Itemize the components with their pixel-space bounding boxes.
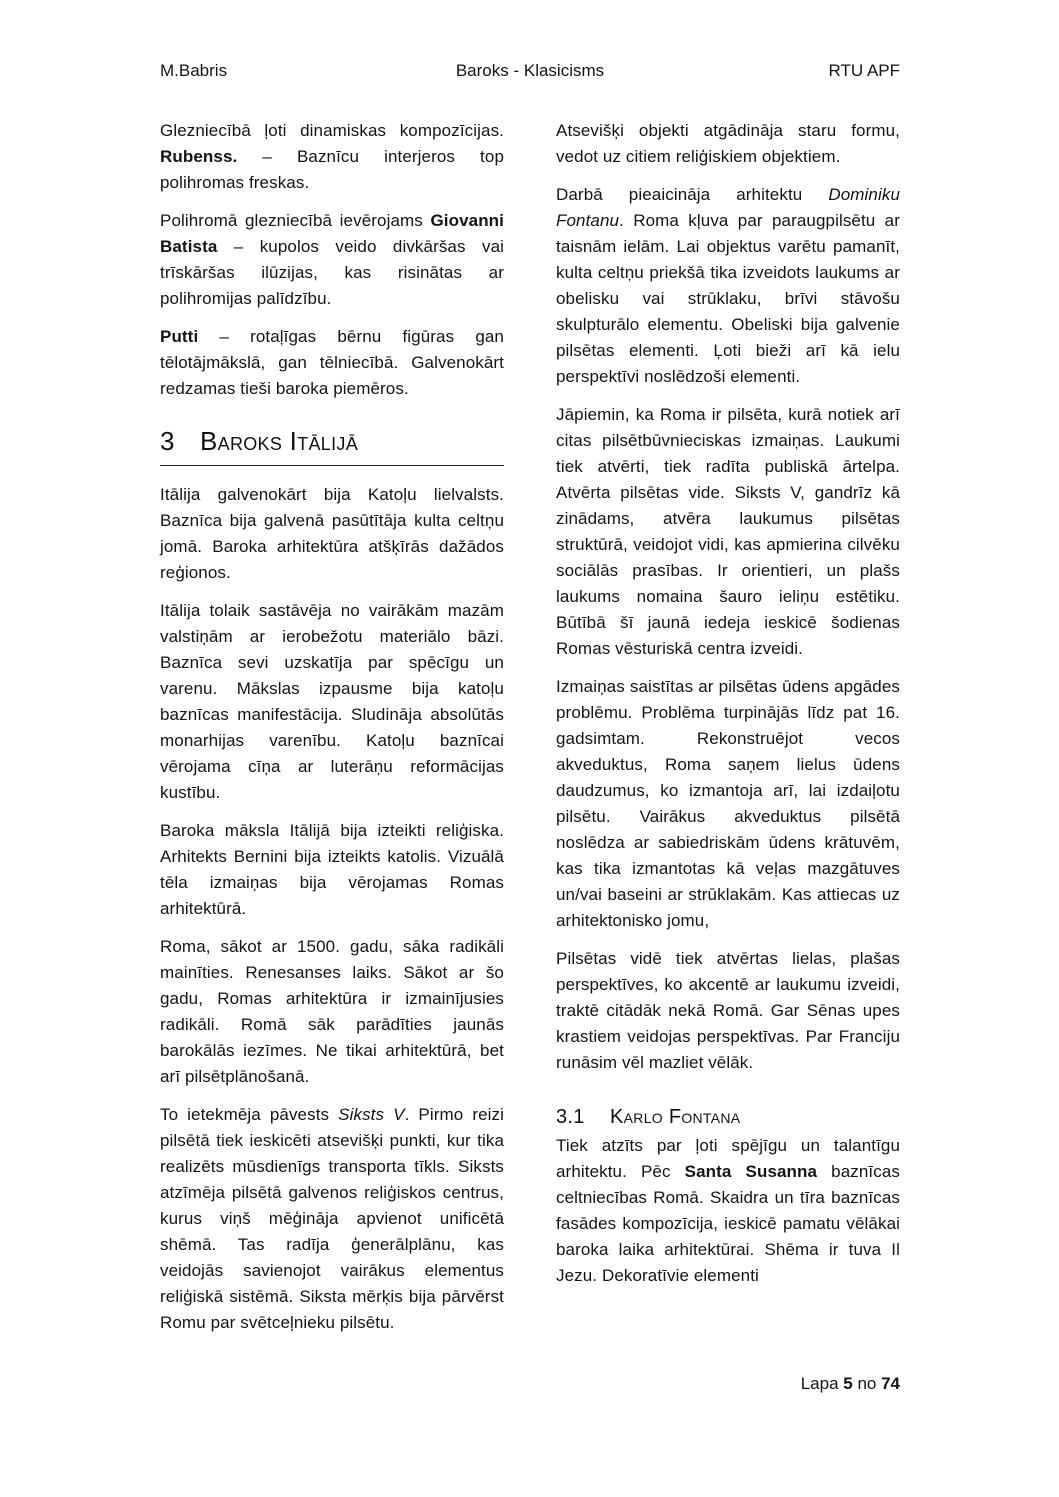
section-title: Baroks Itālijā [200,426,359,456]
text-run: Dominiku Fontanu [556,185,900,230]
section-number: 3 [160,426,175,456]
subsection-title: Karlo Fontana [610,1106,741,1128]
text-run: – rotaļīgas bērnu figūras gan tēlotājmākslā, gan tēlniecībā. Galvenokārt redzamas tieši baroka piemēros. [160,327,504,398]
text-run: Polihromā glezniecībā ievērojams [160,211,431,230]
text-run: 5 [843,1374,853,1393]
text-run: Rubenss. [160,147,238,166]
paragraph [556,946,900,1076]
header-author: M.Babris [160,61,228,80]
paragraph [160,324,504,402]
right-column [556,118,900,1348]
paragraph [160,208,504,312]
text-run: Itālija galvenokārt bija Katoļu lielvalsts. Baznīca bija galvenā pasūtītāja kulta celtņu jomā. Baroka arhitektūra atšķīrās dažādos reģionos. [160,485,504,582]
section-heading [160,424,504,466]
text-run: Pilsētas vidē tiek atvērtas lielas, plašas perspektīves, ko akcentē ar laukumu izveidi, traktē citādāk nekā Romā. Gar Sēnas upes krastiem veidojas perspektīvas. Par Franciju runāsim vēl mazliet vēlāk. [556,949,900,1072]
text-run: – Baznīcu interjeros top polihromas freskas. [160,147,504,192]
text-run: Tiek atzīts par ļoti spējīgu un talantīgu arhitektu. Pēc [556,1136,900,1181]
text-run: Atsevišķi objekti atgādināja staru formu, vedot uz citiem reliģiskiem objektiem. [556,121,900,166]
text-run: baznīcas celtniecības Romā. Skaidra un tīra baznīcas fasādes kompozīcija, ieskicē pamatu vēlākai baroka laika arhitektūrai. Shēma ir tuva Il Jezu. Dekoratīvie elementi [556,1162,900,1285]
subsection-heading [556,1104,900,1130]
text-run: Santa Susanna [684,1162,818,1181]
text-run: Jāpiemin, ka Roma ir pilsēta, kurā notiek arī citas pilsētbūvnieciskas izmaiņas. Laukumi tiek atvērti, tiek radīta publiskā ārtelpa. Atvērta pilsētas vide. Siksts V, gandrīz kā zinādams, atvēra laukumus pilsētas struktūrā, veidojot vidi, kas apmierina cilvēku sociālās prasības. Ir orientieri, un plašs laukums nomaina šauro ieliņu estētiku. Būtībā šī jaunā iedeja ieskicē šodienas Romas vēsturiskā centra izveidi. [556,405,900,658]
text-run: no [852,1374,882,1393]
text-run: Siksts V [338,1105,405,1124]
header-org: RTU APF [828,61,901,80]
text-run: Giovanni Batista [160,211,504,256]
text-run: Itālija tolaik sastāvēja no vairākām mazām valstiņām ar ierobežotu materiālo bāzi. Baznīca sevi uzskatīja par spēcīgu un varenu. Mākslas izpausme bija katoļu baznīcas manifestācija. Sludināja absolūtās monarhijas varenību. Katoļu baznīcai vērojama cīņa ar luterāņu reformācijas kustību. [160,601,504,802]
text-run: Roma, sākot ar 1500. gadu, sāka radikāli mainīties. Renesanses laiks. Sākot ar šo gadu, Romas arhitektūra ir izmainījusies radikāli. Romā sāk parādīties jaunās barokālās iezīmes. Ne tikai arhitektūrā, bet arī pilsētplānošanā. [160,937,504,1086]
text-run: Putti [160,327,199,346]
text-run: Darbā pieaicināja arhitektu [556,185,829,204]
paragraph [556,118,900,170]
two-column-body [160,118,900,1348]
text-run: To ietekmēja pāvests [160,1105,339,1124]
paragraph [160,818,504,922]
text-run: Lapa [800,1374,844,1393]
subsection-number: 3.1 [556,1106,585,1128]
left-column [160,118,504,1348]
page-number-label [801,1374,900,1393]
text-run: – kupolos veido divkāršas vai trīskāršas ilūzijas, kas risinātas ar polihromijas palīdzību. [160,237,504,308]
paragraph [160,1102,504,1336]
page-header [160,60,900,82]
paragraph [556,674,900,934]
paragraph [556,1133,900,1289]
text-run: . Roma kļuva par paraugpilsētu ar taisnām ielām. Lai objektus varētu pamanīt, kulta celtņu priekšā tika izveidots laukums ar obelisku vai strūklaku, brīvi stāvošu skulpturālo elementu. Obeliski bija galvenie pilsētas elementi. Ļoti bieži arī kā ielu perspektīvi noslēdzoši elementi. [556,211,900,386]
text-run: . Pirmo reizi pilsētā tiek ieskicēti atsevišķi punkti, kur tika realizēts mūsdienīgs transporta tīkls. Siksts atzīmēja pilsētā galvenos reliģiskos centrus, kurus viņš mēģināja apvienot unificētā shēmā. Tas radīja ģenerālplānu, kas veidojās savienojot vairākus elementus reliģiskā sistēmā. Siksta mērķis bija pārvērst Romu par svētceļnieku pilsētu. [160,1105,504,1332]
text-run: Izmaiņas saistītas ar pilsētas ūdens apgādes problēmu. Problēma turpinājās līdz pat 16. gadsimtam. Rekonstruējot vecos akveduktus, Roma saņem lielus ūdens daudzumus, ko izmantoja arī, lai izdaiļotu pilsētu. Vairākus akveduktus pilsētā noslēdza ar sabiedriskām ūdens krātuvēm, kas tika izmantotas kā veļas mazgātuves un/vai baseini ar strūklakām. Kas attiecas uz arhitektonisko jomu, [556,677,900,930]
paragraph [160,598,504,806]
paragraph [160,482,504,586]
text-run: 74 [881,1374,900,1393]
text-run: Glezniecībā ļoti dinamiskas kompozīcijas. [160,121,504,140]
paragraph [160,118,504,196]
header-title: Baroks - Klasicisms [455,61,605,80]
page-footer [801,1373,900,1395]
paragraph [556,182,900,390]
paragraph [556,402,900,662]
paragraph [160,934,504,1090]
text-run: Baroka māksla Itālijā bija izteikti reliģiska. Arhitekts Bernini bija izteikts katolis. Vizuālā tēla izmaiņas bija vērojamas Romas arhitektūrā. [160,821,504,918]
